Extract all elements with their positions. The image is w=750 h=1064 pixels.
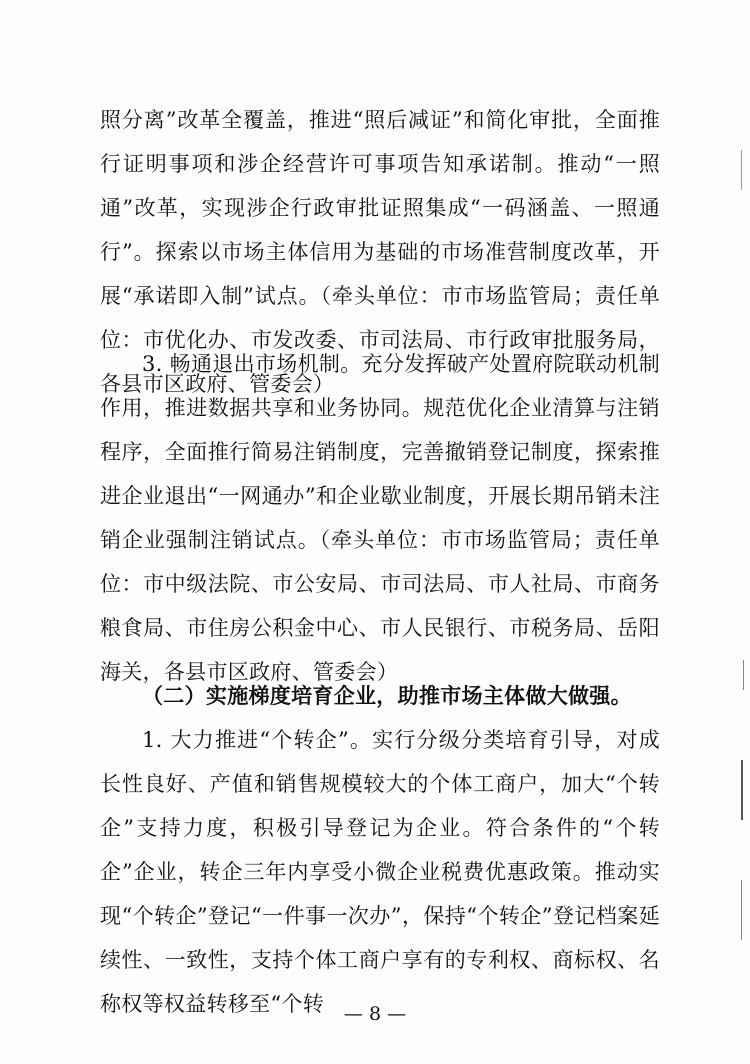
- scan-edge-mark: [743, 660, 744, 690]
- scan-edge-mark: [741, 760, 743, 820]
- section-heading-enterprise-cultivation: （二）实施梯度培育企业，助推市场主体做大做强。: [142, 683, 632, 708]
- page-number: — 8 —: [343, 1003, 407, 1025]
- paragraph-market-entry-reform: 照分离”改革全覆盖，推进“照后减证”和简化审批，全面推行证明事项和涉企经营许可事项告知承诺制。推动“一照通”改革，实现涉企行政审批证照集成“一码涵盖、一照通行”。探索以市场主体信用为基础的市场准营制度改革，开展“承诺即入制”试点。（牵头单位：市市场监管局；责任单位：市优化办、市发改委、市司法局、市行政审批服务局，各县市区政府、管委会）: [100, 108, 660, 396]
- scan-edge-mark: [741, 880, 742, 940]
- paragraph-individual-to-enterprise: 1. 大力推进“个转企”。实行分级分类培育引导，对成长性良好、产值和销售规模较大的个体工商户，加大“个转企”支持力度，积极引导登记为企业。符合条件的“个转企”企业，转企三年内享受小微企业税费优惠政策。推动实现“个转企”登记“一件事一次办”，保持“个转企”登记档案延续性、一致性，支持个体工商户享有的专利权、商标权、名称权等权益转移至“个转: [100, 728, 660, 1016]
- paragraph-market-exit-mechanism: 3. 畅通退出市场机制。充分发挥破产处置府院联动机制作用，推进数据共享和业务协同。规范优化企业清算与注销程序，全面推行简易注销制度，完善撤销登记制度，探索推进企业退出“一网通办”和企业歇业制度，开展长期吊销未注销企业强制注销试点。（牵头单位：市市场监管局；责任单位：市中级法院、市公安局、市司法局、市人社局、市商务粮食局、市住房公积金中心、市人民银行、市税务局、岳阳海关，各县市区政府、管委会）: [100, 352, 660, 684]
- scan-edge-mark: [741, 150, 742, 190]
